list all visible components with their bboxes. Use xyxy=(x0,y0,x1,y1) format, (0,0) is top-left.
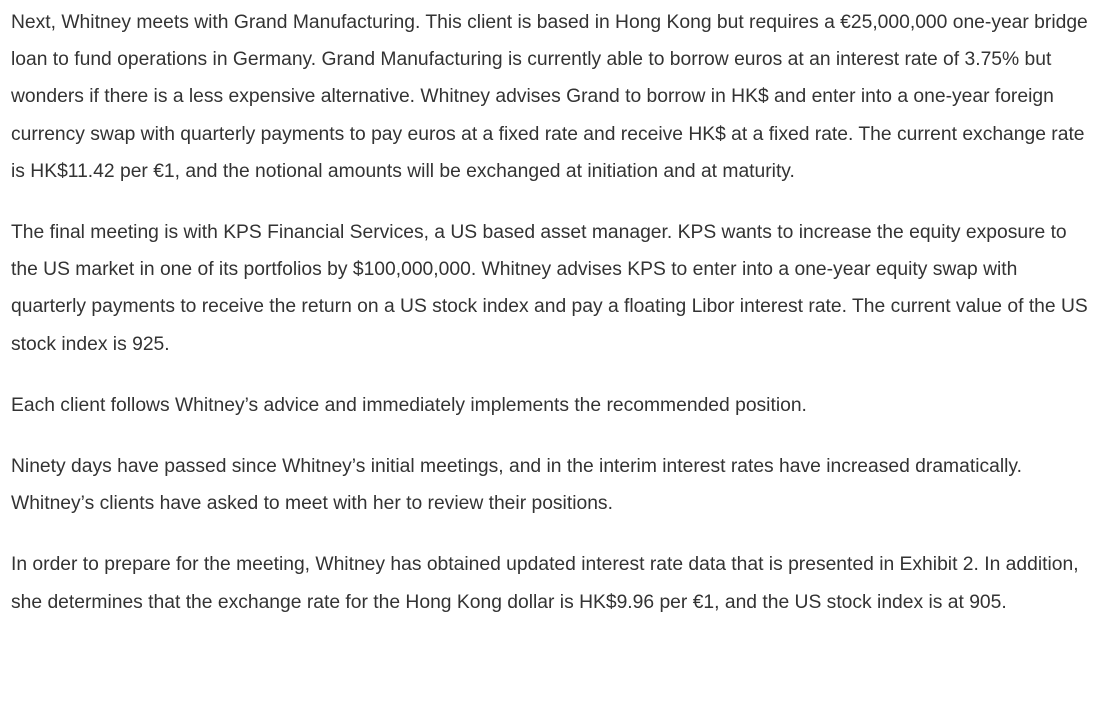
paragraph-meeting-preparation: In order to prepare for the meeting, Whitney has obtained updated interest rate data that is presented in Exhibit 2. In addition, she determines that the exchange rate for the Hong Kong dollar is HK$9.96 per €1, and the US stock index is at 905. xyxy=(11,554,1079,613)
paragraph-kps-financial: The final meeting is with KPS Financial Services, a US based asset manager. KPS wants to increase the equity exposure to the US market in one of its portfolios by $100,000,000. Whitney advises KPS to enter into a one-year equity swap with quarterly payments to receive the return on a US stock index and pay a floating Libor interest rate. The current value of the US stock index is 925. xyxy=(11,222,1088,355)
paragraph-grand-manufacturing: Next, Whitney meets with Grand Manufacturing. This client is based in Hong Kong but requires a €25,000,000 one-year bridge loan to fund operations in Germany. Grand Manufacturing is currently able to borrow euros at an interest rate of 3.75% but wonders if there is a less expensive alternative. Whitney advises Grand to borrow in HK$ and enter into a one-year foreign currency swap with quarterly payments to pay euros at a fixed rate and receive HK$ at a fixed rate. The current exchange rate is HK$11.42 per €1, and the notional amounts will be exchanged at initiation and at maturity. xyxy=(11,12,1088,182)
paragraph-client-advice: Each client follows Whitney’s advice and immediately implements the recommended position. xyxy=(11,394,807,416)
paragraph-ninety-days: Ninety days have passed since Whitney’s initial meetings, and in the interim interest rates have increased dramatically. Whitney’s clients have asked to meet with her to review their positions. xyxy=(11,456,1022,515)
